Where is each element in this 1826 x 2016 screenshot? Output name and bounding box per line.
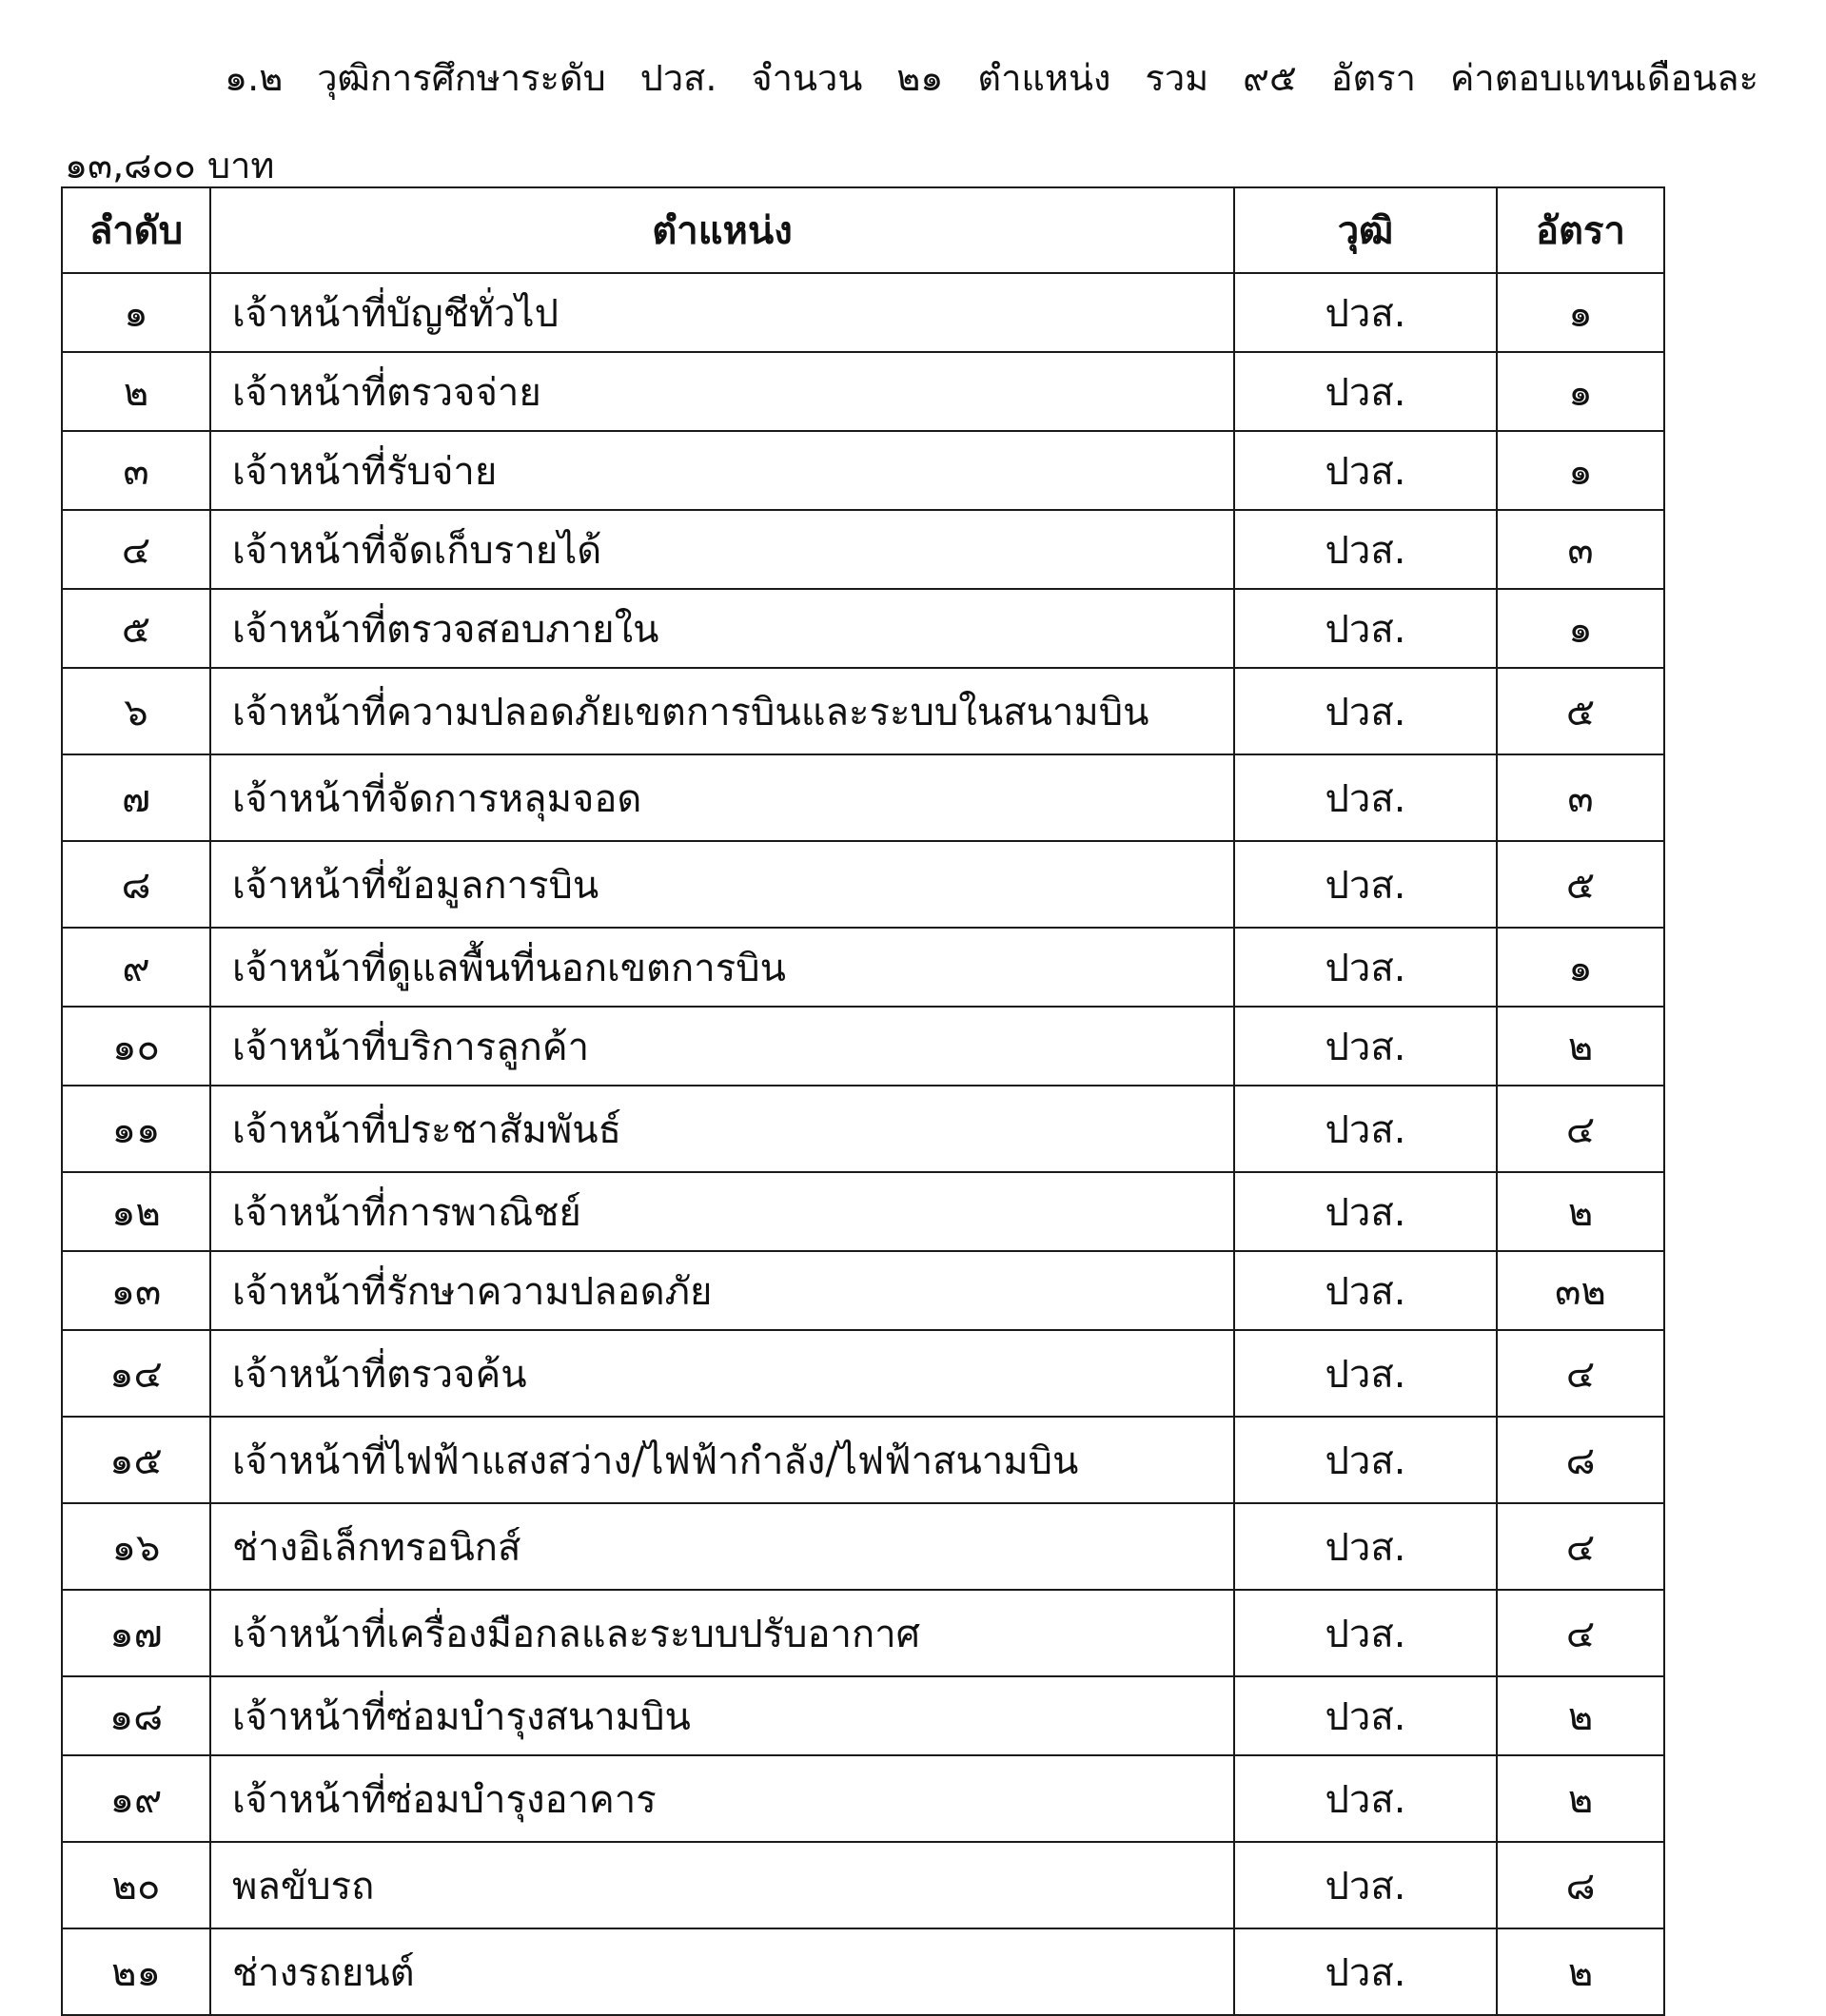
row-qualification: ปวส.: [1234, 589, 1497, 668]
table-row: [62, 928, 1664, 1007]
row-number: ๘: [62, 841, 210, 928]
row-number: ๒: [62, 352, 210, 431]
row-qualification: ปวส.: [1234, 754, 1497, 841]
table-row: [62, 754, 1664, 841]
table-row: [62, 1590, 1664, 1676]
table-row: [62, 1842, 1664, 1928]
row-qualification: ปวส.: [1234, 1172, 1497, 1251]
row-qualification: ปวส.: [1234, 1928, 1497, 2015]
row-rate: ๓: [1497, 754, 1664, 841]
table-row: [62, 273, 1664, 352]
row-position: พลขับรถ: [210, 1842, 1234, 1928]
table-row: [62, 352, 1664, 431]
intro-line-2: ๑๓,๘๐๐ บาท: [65, 145, 275, 186]
header-position: ตำแหน่ง: [210, 187, 1234, 273]
row-qualification: ปวส.: [1234, 273, 1497, 352]
row-rate: ๘: [1497, 1842, 1664, 1928]
row-qualification: ปวส.: [1234, 1842, 1497, 1928]
row-number: ๗: [62, 754, 210, 841]
row-position: เจ้าหน้าที่ข้อมูลการบิน: [210, 841, 1234, 928]
row-rate: ๑: [1497, 589, 1664, 668]
row-qualification: ปวส.: [1234, 1417, 1497, 1503]
table-row: [62, 1330, 1664, 1417]
positions-table: [61, 186, 1665, 2016]
header-no: ลำดับ: [62, 187, 210, 273]
row-qualification: ปวส.: [1234, 668, 1497, 754]
row-rate: ๒: [1497, 1755, 1664, 1842]
row-rate: ๓๒: [1497, 1251, 1664, 1330]
row-rate: ๒: [1497, 1007, 1664, 1086]
intro-line-1: ๑.๒ วุฒิการศึกษาระดับ ปวส. จำนวน ๒๑ ตำแหน่ง รวม ๙๕ อัตรา ค่าตอบแทนเดือนละ: [225, 57, 1758, 99]
row-number: ๑๙: [62, 1755, 210, 1842]
row-number: ๕: [62, 589, 210, 668]
row-rate: ๓: [1497, 510, 1664, 589]
row-number: ๑๑: [62, 1086, 210, 1172]
row-position: เจ้าหน้าที่บริการลูกค้า: [210, 1007, 1234, 1086]
header-qualification: วุฒิ: [1234, 187, 1497, 273]
table-row: [62, 668, 1664, 754]
row-number: ๑๕: [62, 1417, 210, 1503]
row-rate: ๔: [1497, 1590, 1664, 1676]
row-position: เจ้าหน้าที่ซ่อมบำรุงสนามบิน: [210, 1676, 1234, 1755]
row-qualification: ปวส.: [1234, 1086, 1497, 1172]
row-position: เจ้าหน้าที่ความปลอดภัยเขตการบินและระบบในสนามบิน: [210, 668, 1234, 754]
row-qualification: ปวส.: [1234, 841, 1497, 928]
row-qualification: ปวส.: [1234, 1755, 1497, 1842]
row-number: ๑๔: [62, 1330, 210, 1417]
table-row: [62, 1007, 1664, 1086]
table-header-row: [62, 187, 1664, 273]
table-body: [62, 273, 1664, 2015]
row-number: ๑๗: [62, 1590, 210, 1676]
row-number: ๑๖: [62, 1503, 210, 1590]
table-row: [62, 510, 1664, 589]
row-position: เจ้าหน้าที่ประชาสัมพันธ์: [210, 1086, 1234, 1172]
row-rate: ๑: [1497, 273, 1664, 352]
table-row: [62, 1928, 1664, 2015]
row-number: ๑๐: [62, 1007, 210, 1086]
row-position: ช่างอิเล็กทรอนิกส์: [210, 1503, 1234, 1590]
row-rate: ๑: [1497, 928, 1664, 1007]
row-rate: ๒: [1497, 1928, 1664, 2015]
row-number: ๓: [62, 431, 210, 510]
row-position: เจ้าหน้าที่ตรวจสอบภายใน: [210, 589, 1234, 668]
row-rate: ๔: [1497, 1086, 1664, 1172]
row-position: ช่างรถยนต์: [210, 1928, 1234, 2015]
table-row: [62, 1755, 1664, 1842]
row-rate: ๔: [1497, 1503, 1664, 1590]
row-position: เจ้าหน้าที่เครื่องมือกลและระบบปรับอากาศ: [210, 1590, 1234, 1676]
row-position: เจ้าหน้าที่ไฟฟ้าแสงสว่าง/ไฟฟ้ากำลัง/ไฟฟ้าสนามบิน: [210, 1417, 1234, 1503]
row-position: เจ้าหน้าที่จัดเก็บรายได้: [210, 510, 1234, 589]
row-rate: ๘: [1497, 1417, 1664, 1503]
row-rate: ๕: [1497, 841, 1664, 928]
row-qualification: ปวส.: [1234, 1503, 1497, 1590]
table-row: [62, 1417, 1664, 1503]
row-number: ๑๒: [62, 1172, 210, 1251]
row-rate: ๔: [1497, 1330, 1664, 1417]
row-qualification: ปวส.: [1234, 1251, 1497, 1330]
row-number: ๖: [62, 668, 210, 754]
row-position: เจ้าหน้าที่การพาณิชย์: [210, 1172, 1234, 1251]
table-row: [62, 1251, 1664, 1330]
row-qualification: ปวส.: [1234, 1590, 1497, 1676]
row-qualification: ปวส.: [1234, 1676, 1497, 1755]
row-qualification: ปวส.: [1234, 1007, 1497, 1086]
row-position: เจ้าหน้าที่ตรวจค้น: [210, 1330, 1234, 1417]
row-number: ๔: [62, 510, 210, 589]
row-rate: ๑: [1497, 431, 1664, 510]
table-row: [62, 1676, 1664, 1755]
row-number: ๙: [62, 928, 210, 1007]
table-row: [62, 1086, 1664, 1172]
row-number: ๑๘: [62, 1676, 210, 1755]
row-position: เจ้าหน้าที่ตรวจจ่าย: [210, 352, 1234, 431]
table-row: [62, 1503, 1664, 1590]
row-rate: ๑: [1497, 352, 1664, 431]
row-number: ๑๓: [62, 1251, 210, 1330]
table-row: [62, 841, 1664, 928]
table-row: [62, 431, 1664, 510]
row-position: เจ้าหน้าที่รักษาความปลอดภัย: [210, 1251, 1234, 1330]
row-rate: ๕: [1497, 668, 1664, 754]
row-position: เจ้าหน้าที่จัดการหลุมจอด: [210, 754, 1234, 841]
row-qualification: ปวส.: [1234, 510, 1497, 589]
row-number: ๑: [62, 273, 210, 352]
row-position: เจ้าหน้าที่ซ่อมบำรุงอาคาร: [210, 1755, 1234, 1842]
row-rate: ๒: [1497, 1172, 1664, 1251]
row-qualification: ปวส.: [1234, 352, 1497, 431]
row-rate: ๒: [1497, 1676, 1664, 1755]
table-row: [62, 589, 1664, 668]
header-rate: อัตรา: [1497, 187, 1664, 273]
row-qualification: ปวส.: [1234, 431, 1497, 510]
row-qualification: ปวส.: [1234, 1330, 1497, 1417]
row-position: เจ้าหน้าที่ดูแลพื้นที่นอกเขตการบิน: [210, 928, 1234, 1007]
row-position: เจ้าหน้าที่รับจ่าย: [210, 431, 1234, 510]
row-number: ๒๐: [62, 1842, 210, 1928]
row-number: ๒๑: [62, 1928, 210, 2015]
row-position: เจ้าหน้าที่บัญชีทั่วไป: [210, 273, 1234, 352]
intro-paragraph: [65, 34, 1758, 209]
table-row: [62, 1172, 1664, 1251]
row-qualification: ปวส.: [1234, 928, 1497, 1007]
